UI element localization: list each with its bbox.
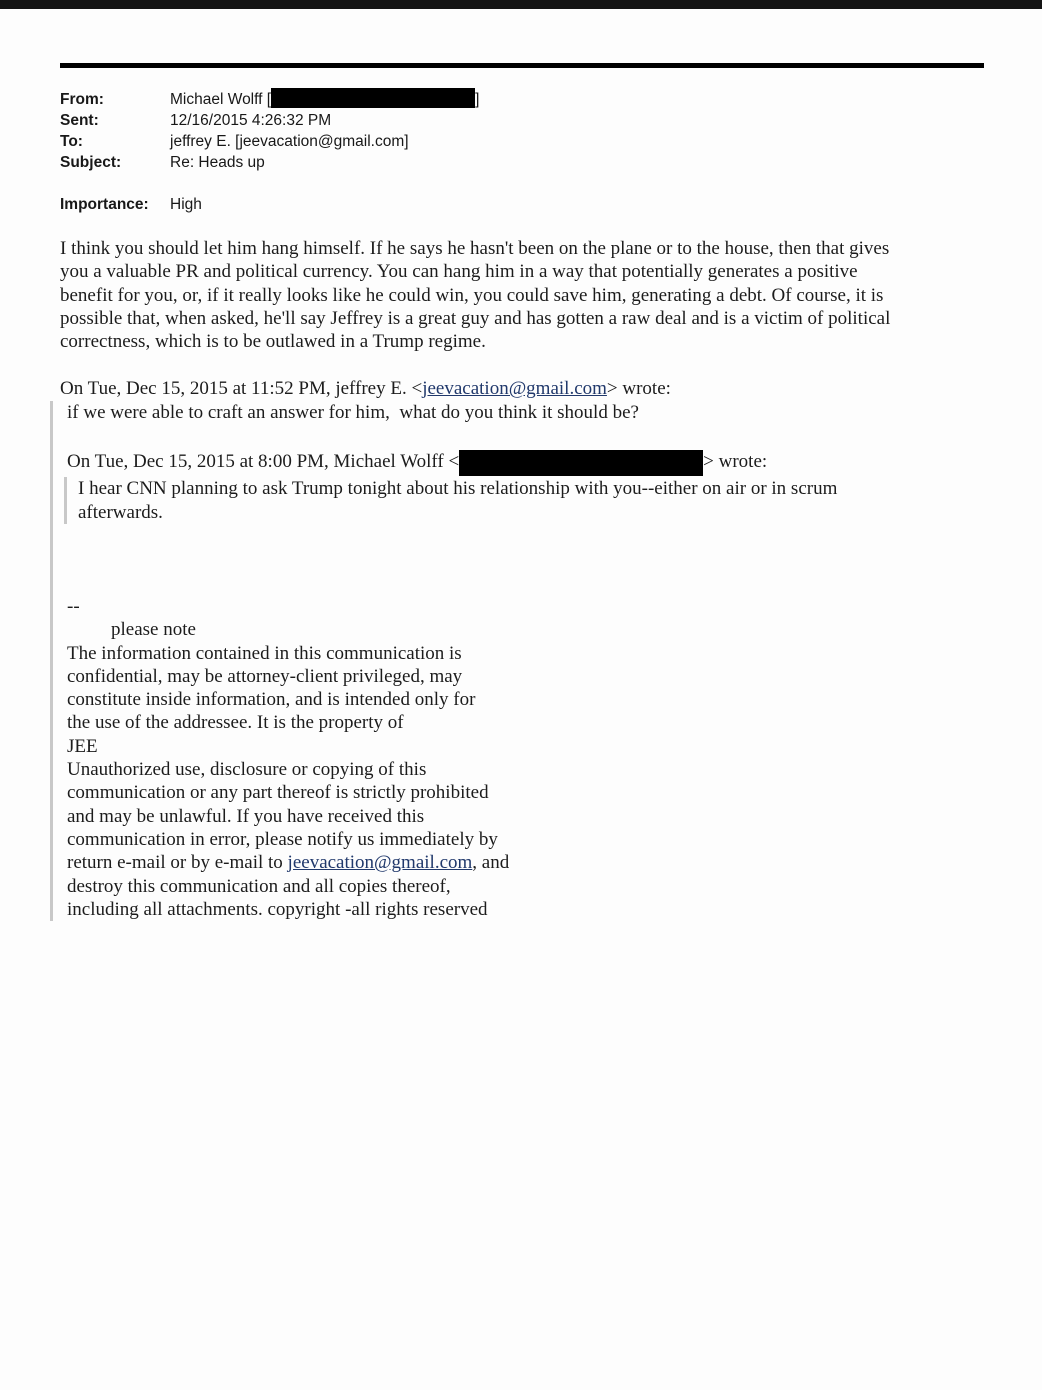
signature-email-prefix: return e-mail or by e-mail to — [67, 852, 288, 874]
body-line: possible that, when asked, he'll say Jeffrey is a great guy and has gotten a raw deal and is a victim of political — [60, 307, 891, 329]
from-value-prefix: Michael Wolff [ — [170, 91, 272, 108]
scan-top-edge — [0, 0, 1042, 9]
signature-line: and may be unlawful. If you have received this — [67, 805, 425, 827]
from-value — [170, 89, 479, 110]
body-line: I think you should let him hang himself. If he says he hasn't been on the plane or to the house, then that gives — [60, 238, 890, 259]
quote2-line: I hear CNN planning to ask Trump tonight about his relationship with you--either on air or in scrum — [78, 478, 838, 500]
field-row-importance — [60, 194, 986, 215]
quote2-line: afterwards. — [78, 501, 163, 523]
signature-line: destroy this communication and all copies thereof, — [67, 875, 451, 897]
quote2-attribution — [67, 450, 986, 473]
subject-label: Subject: — [60, 154, 122, 171]
quote2-attribution-prefix: On Tue, Dec 15, 2015 at 8:00 PM, Michael Wolff < — [67, 451, 460, 473]
signature-email-line — [67, 851, 986, 874]
signature-line: communication or any part thereof is strictly prohibited — [67, 782, 489, 804]
signature-line: confidential, may be attorney-client privileged, may — [67, 665, 463, 687]
body-line: benefit for you, or, if it really looks like he could win, you could save him, generating a debt. Of course, it is — [60, 284, 884, 306]
quote-level-2 — [64, 477, 986, 524]
email-body — [60, 237, 986, 353]
signature-email-suffix: , and — [472, 852, 510, 874]
body-line: you a valuable PR and political currency. You can hang him in a way that potentially generates a positive — [60, 261, 858, 283]
quote1-attribution-prefix: On Tue, Dec 15, 2015 at 11:52 PM, jeffrey E. < — [60, 378, 423, 400]
signature-dashes: -- — [67, 595, 80, 617]
body-line: correctness, which is to be outlawed in a Trump regime. — [60, 331, 486, 353]
from-label: From: — [60, 91, 104, 108]
field-row-from — [60, 89, 986, 110]
signature-line: including all attachments. copyright -all rights reserved — [67, 898, 488, 920]
quote-level-1 — [50, 401, 986, 921]
importance-label: Importance: — [60, 196, 149, 213]
quote1-message: if we were able to craft an answer for him, what do you think it should be? — [67, 401, 639, 423]
signature-paragraph-1 — [67, 642, 986, 852]
sent-label: Sent: — [60, 112, 99, 129]
signature-line: constitute inside information, and is intended only for — [67, 689, 476, 711]
redaction-bar-from-email — [271, 88, 475, 108]
jeevacation-email-link[interactable]: jeevacation@gmail.com — [422, 378, 607, 400]
field-row-sent — [60, 110, 986, 131]
signature-paragraph-2 — [67, 875, 986, 922]
importance-value: High — [170, 196, 202, 213]
quote2-attribution-suffix: > wrote: — [703, 451, 768, 473]
to-value: jeffrey E. [jeevacation@gmail.com] — [170, 133, 409, 150]
signature-line: Unauthorized use, disclosure or copying of this — [67, 759, 427, 781]
subject-value: Re: Heads up — [170, 154, 265, 171]
jeevacation-email-link[interactable]: jeevacation@gmail.com — [287, 852, 473, 874]
signature-line: The information contained in this communication is — [67, 642, 462, 664]
from-value-suffix: ] — [475, 91, 480, 108]
field-row-to — [60, 131, 986, 152]
signature-line: JEE — [67, 735, 98, 757]
signature-line: communication in error, please notify us immediately by — [67, 828, 498, 850]
redaction-bar-quote-email — [459, 450, 703, 476]
to-label: To: — [60, 133, 83, 150]
email-header — [60, 89, 986, 215]
header-divider-rule — [60, 63, 984, 68]
signature-note-label: please note — [111, 619, 196, 641]
quote1-attribution-suffix: > wrote: — [606, 378, 671, 400]
quote1-attribution — [60, 377, 986, 400]
signature-line: the use of the addressee. It is the property of — [67, 712, 404, 734]
field-row-subject — [60, 152, 986, 173]
sent-value: 12/16/2015 4:26:32 PM — [170, 112, 332, 129]
